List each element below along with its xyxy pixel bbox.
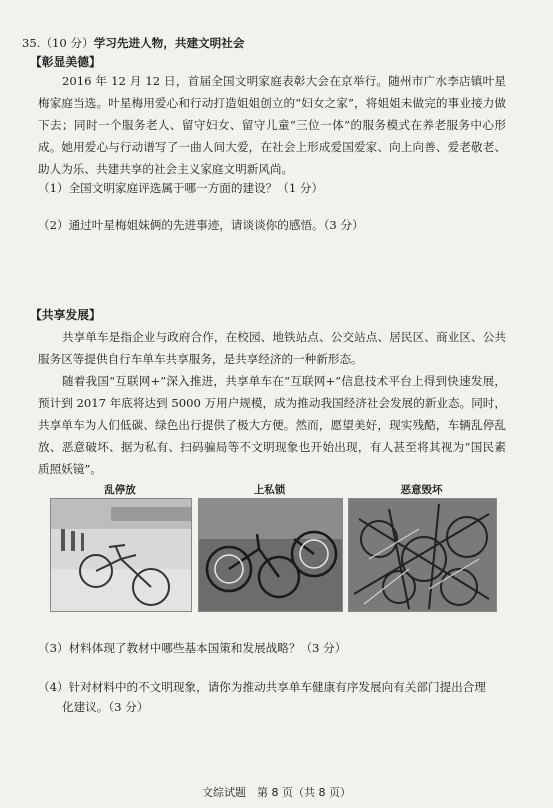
sub-question-3: （3）材料体现了教材中哪些基本国策和发展战略？（3 分） <box>38 641 347 655</box>
question-header <box>22 35 244 51</box>
photo-locked-bikes <box>198 498 343 612</box>
sub-question-4-line-2: 化建议。（3 分） <box>62 700 149 714</box>
sub-question-4-line-1: （4）针对材料中的不文明现象，请你为推动共享单车健康有序发展向有关部门提出合理 <box>38 680 486 694</box>
section-label-virtue: 【彰显美德】 <box>30 55 101 69</box>
photo-caption-1: 乱停放 <box>104 484 136 496</box>
question-number: 35. <box>22 36 41 50</box>
photo-damaged-bikes <box>348 498 497 612</box>
sub-question-2: （2）通过叶星梅姐妹俩的先进事迹，请谈谈你的感悟。（3 分） <box>38 218 364 232</box>
section-paragraph-sharing-1: 共享单车是指企业与政府合作，在校园、地铁站点、公交站点、居民区、商业区、公共服务区等提供自行车单车共享服务，是共享经济的一种新形态。 <box>38 330 506 366</box>
photo-caption-3: 恶意毁坏 <box>400 484 443 496</box>
section-paragraph-sharing-2: 随着我国“互联网+”深入推进，共享单车在“互联网+”信息技术平台上得到快速发展，预计到 2017 年底将达到 5000 万用户规模，成为推动我国经济社会发展的新业态。同时，共享单车为人们低碳、绿色出行提供了极大方便。然而，愿望美好，现实残酷，车辆乱停乱放、恶意破坏、据为私有、扫码骗局等不文明现象也开始出现，有人甚至将其视为“国民素质照妖镜”。 <box>38 374 506 476</box>
section-label-sharing: 【共享发展】 <box>30 308 101 322</box>
sub-question-1: （1）全国文明家庭评选属于哪一方面的建设？（1 分） <box>38 181 324 195</box>
photo-parked-bike <box>50 498 192 612</box>
page-footer: 文综试题 第 8 页（共 8 页） <box>202 786 351 799</box>
question-score: （10 分） <box>40 36 94 50</box>
photo-caption-2: 上私锁 <box>253 484 286 496</box>
question-title: 学习先进人物，共建文明社会 <box>93 36 245 50</box>
section-paragraph-virtue: 2016 年 12 月 12 日，首届全国文明家庭表彰大会在京举行。随州市广水李店镇叶星梅家庭当选。叶星梅用爱心和行动打造姐姐创立的“妇女之家”，将姐姐未做完的事业接力做下去；同时一个服务老人、留守妇女、留守儿童“三位一体”的服务模式在养老服务中心形成。她用爱心与行动谱写了一曲人间大爱，在社会上形成爱国爱家、向上向善、爱老敬老、助人为乐、共建共享的社会主义家庭文明新风尚。 <box>38 74 506 176</box>
